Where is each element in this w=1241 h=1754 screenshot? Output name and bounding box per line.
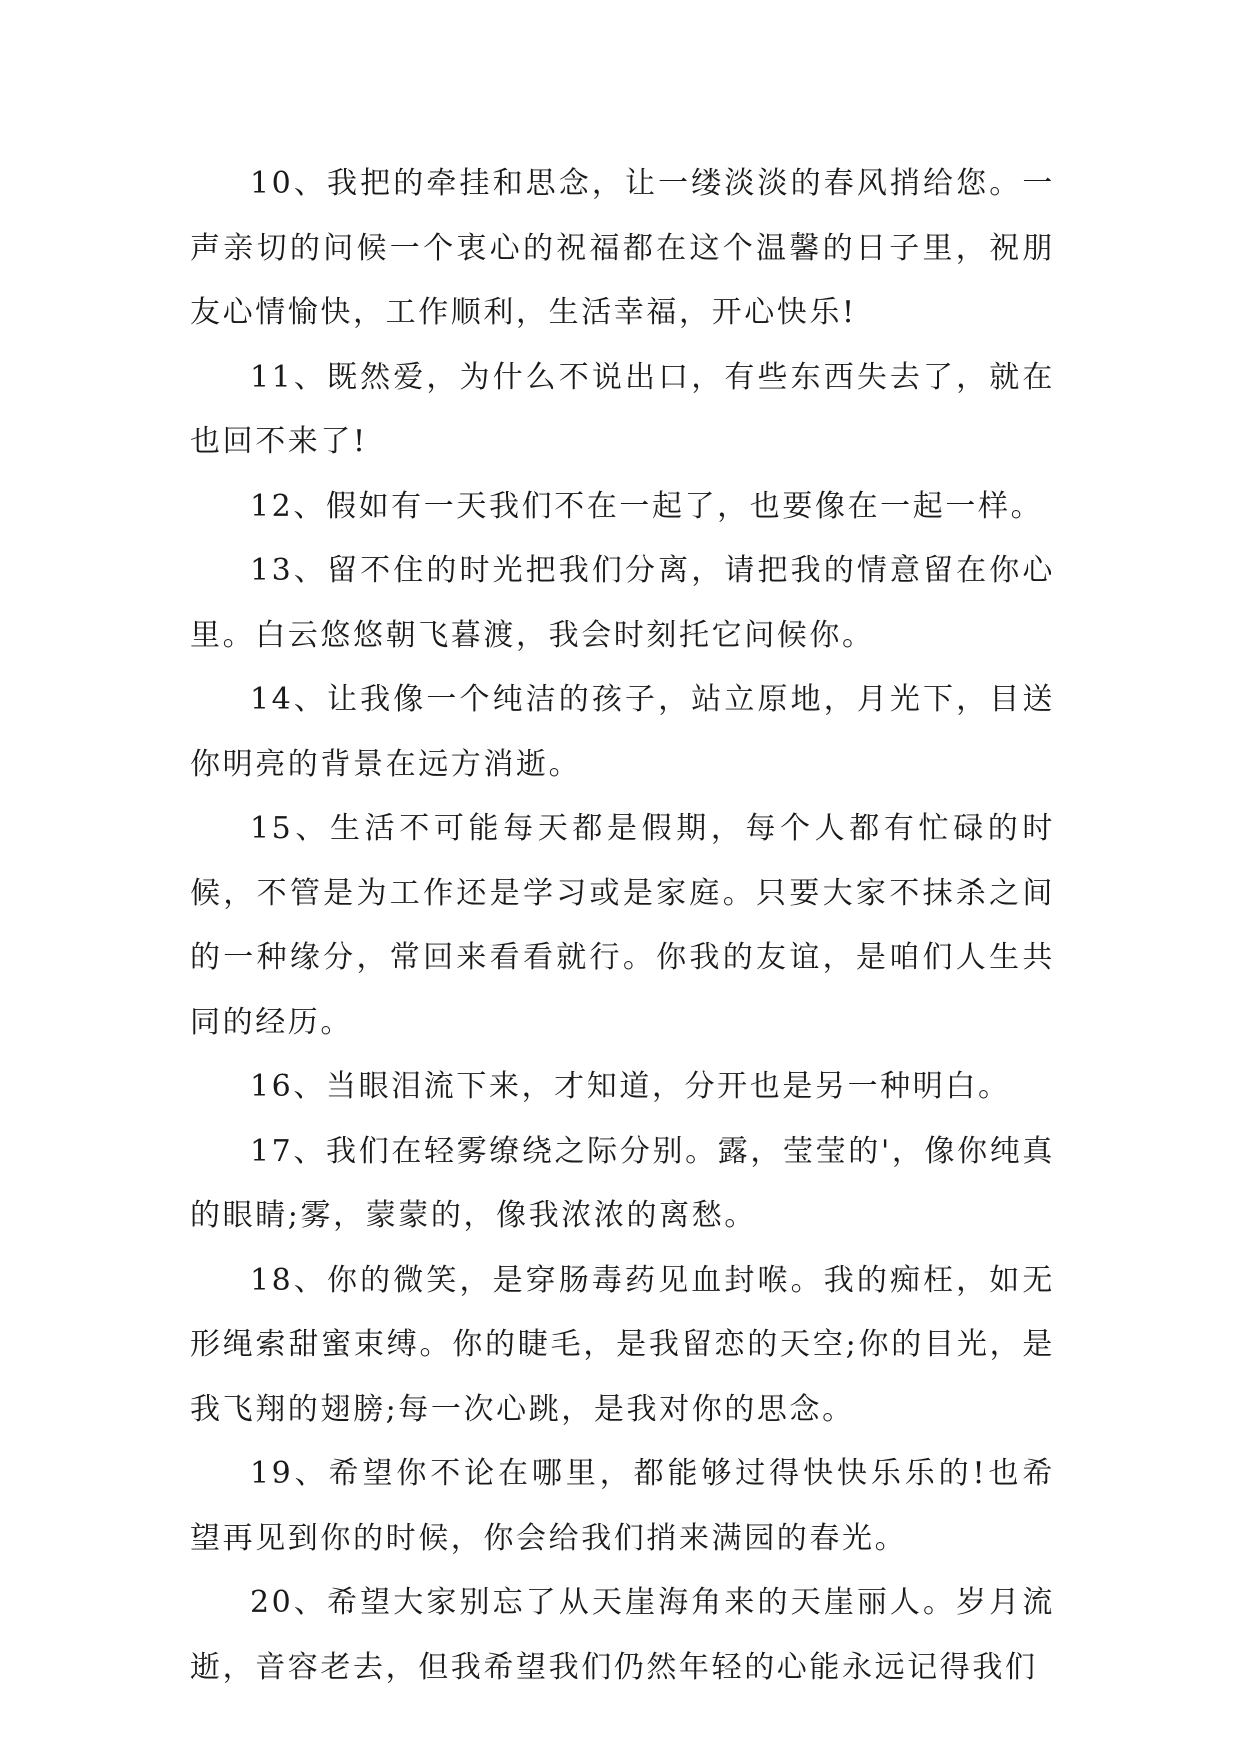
paragraph-10: 10、我把的牵挂和思念，让一缕淡淡的春风捎给您。一声亲切的问候一个衷心的祝福都在这个温馨的日子里，祝朋友心情愉快，工作顺利，生活幸福，开心快乐! [190,166,1055,330]
paragraph-20: 20、希望大家别忘了从天崖海角来的天崖丽人。岁月流逝，音容老去，但我希望我们仍然年轻的心能永远记得我们 [190,1585,1055,1685]
paragraph-11: 11、既然爱，为什么不说出口，有些东西失去了，就在也回不来了! [190,359,1055,459]
paragraph-12: 12、假如有一天我们不在一起了，也要像在一起一样。 [250,488,1044,524]
paragraph-18: 18、你的微笑，是穿肠毒药见血封喉。我的痴枉，如无形绳索甜蜜束缚。你的睫毛，是我留恋的天空;你的目光，是我飞翔的翅膀;每一次心跳，是我对你的思念。 [190,1262,1055,1427]
document-body [190,152,1055,1700]
paragraph-15: 15、生活不可能每天都是假期，每个人都有忙碌的时候，不管是为工作还是学习或是家庭。只要大家不抹杀之间的一种缘分，常回来看看就行。你我的友谊，是咱们人生共同的经历。 [190,811,1055,1040]
paragraph-13: 13、留不住的时光把我们分离，请把我的情意留在你心里。白云悠悠朝飞暮渡，我会时刻托它问候你。 [190,553,1055,653]
paragraph-19: 19、希望你不论在哪里，都能够过得快快乐乐的!也希望再见到你的时候，你会给我们捎来满园的春光。 [190,1456,1055,1556]
paragraph-17: 17、我们在轻雾缭绕之际分别。露，莹莹的'，像你纯真的眼睛;雾，蒙蒙的，像我浓浓的离愁。 [190,1133,1055,1233]
paragraph-16: 16、当眼泪流下来，才知道，分开也是另一种明白。 [250,1069,1011,1104]
paragraph-14: 14、让我像一个纯洁的孩子，站立原地，月光下，目送你明亮的背景在远方消逝。 [190,682,1055,782]
